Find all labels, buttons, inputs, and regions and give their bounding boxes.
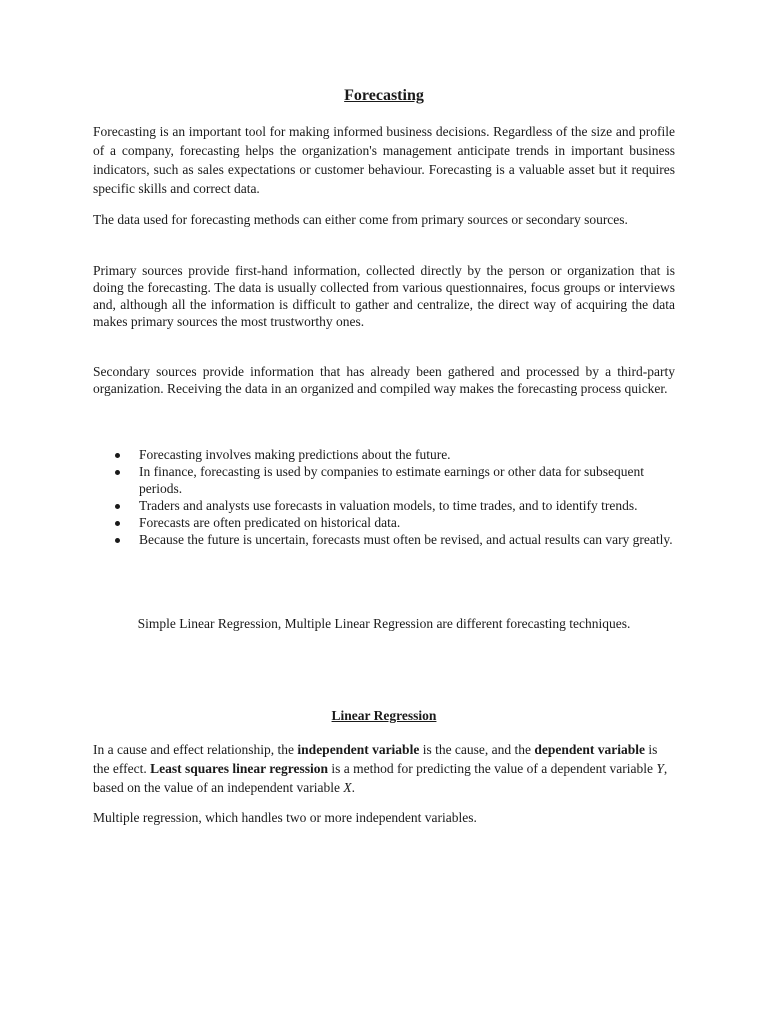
paragraph-multiple-regression: Multiple regression, which handles two or more independent variables.: [93, 810, 477, 825]
term-independent-variable: independent variable: [297, 742, 420, 757]
list-item-text: Traders and analysts use forecasts in valuation models, to time trades, and to identify trends.: [139, 498, 638, 513]
text-run: is the cause, and the: [419, 742, 535, 757]
term-dependent-variable: dependent variable: [534, 742, 646, 757]
variable-y: Y: [656, 761, 664, 776]
paragraph-primary-sources: Primary sources provide first-hand information, collected directly by the person or organization that is doing the forecasting. The data is usually collected from various questionnaires, focus groups or interviews and, although all the information is difficult to gather and centralize, the direct way of acquiring the data makes primary sources the most trustworthy ones.: [93, 263, 675, 329]
bullet-icon: [115, 453, 120, 458]
text-run: .: [351, 780, 356, 795]
variable-x: X: [343, 780, 352, 795]
bullet-icon: [115, 504, 120, 509]
bullet-icon: [115, 538, 120, 543]
paragraph-linear-regression: [93, 740, 675, 797]
bullet-icon: [115, 470, 120, 475]
list-item: [139, 463, 675, 497]
bullet-icon: [115, 521, 120, 526]
text-run: is a method for predicting the value of a dependent variable: [327, 761, 657, 776]
text-run: In a cause and effect relationship, the: [93, 742, 298, 757]
list-item-text: Because the future is uncertain, forecasts must often be revised, and actual results can vary greatly.: [139, 532, 673, 547]
paragraph-intro: Forecasting is an important tool for making informed business decisions. Regardless of the size and profile of a company, forecasting helps the organization's management anticipate trends in important business indicators, such as sales expectations or customer behaviour. Forecasting is a valuable asset but it requires specific skills and correct data.: [93, 124, 675, 196]
term-least-squares: Least squares linear regression: [150, 761, 328, 776]
paragraph-secondary-sources: Secondary sources provide information that has already been gathered and processed by a third-party organization. Receiving the data in an organized and compiled way makes the forecasting process quicker.: [93, 364, 675, 396]
key-points-list: [93, 446, 675, 548]
list-item: [139, 497, 675, 514]
page-title: Forecasting: [344, 87, 424, 104]
list-item: [139, 446, 675, 463]
list-item: [139, 514, 675, 531]
list-item-text: Forecasts are often predicated on historical data.: [139, 515, 401, 530]
text-run: is the effect.: [93, 742, 658, 776]
techniques-line: Simple Linear Regression, Multiple Linear Regression are different forecasting techniques.: [137, 616, 631, 631]
paragraph-data-sources: The data used for forecasting methods can either come from primary sources or secondary sources.: [93, 212, 628, 227]
list-item-text: In finance, forecasting is used by companies to estimate earnings or other data for subsequent periods.: [139, 464, 644, 496]
text-run: , based on the value of an independent variable: [93, 761, 668, 795]
list-item: [139, 531, 675, 548]
list-item-text: Forecasting involves making predictions about the future.: [139, 447, 451, 462]
section-title-linear-regression: Linear Regression: [331, 708, 437, 723]
